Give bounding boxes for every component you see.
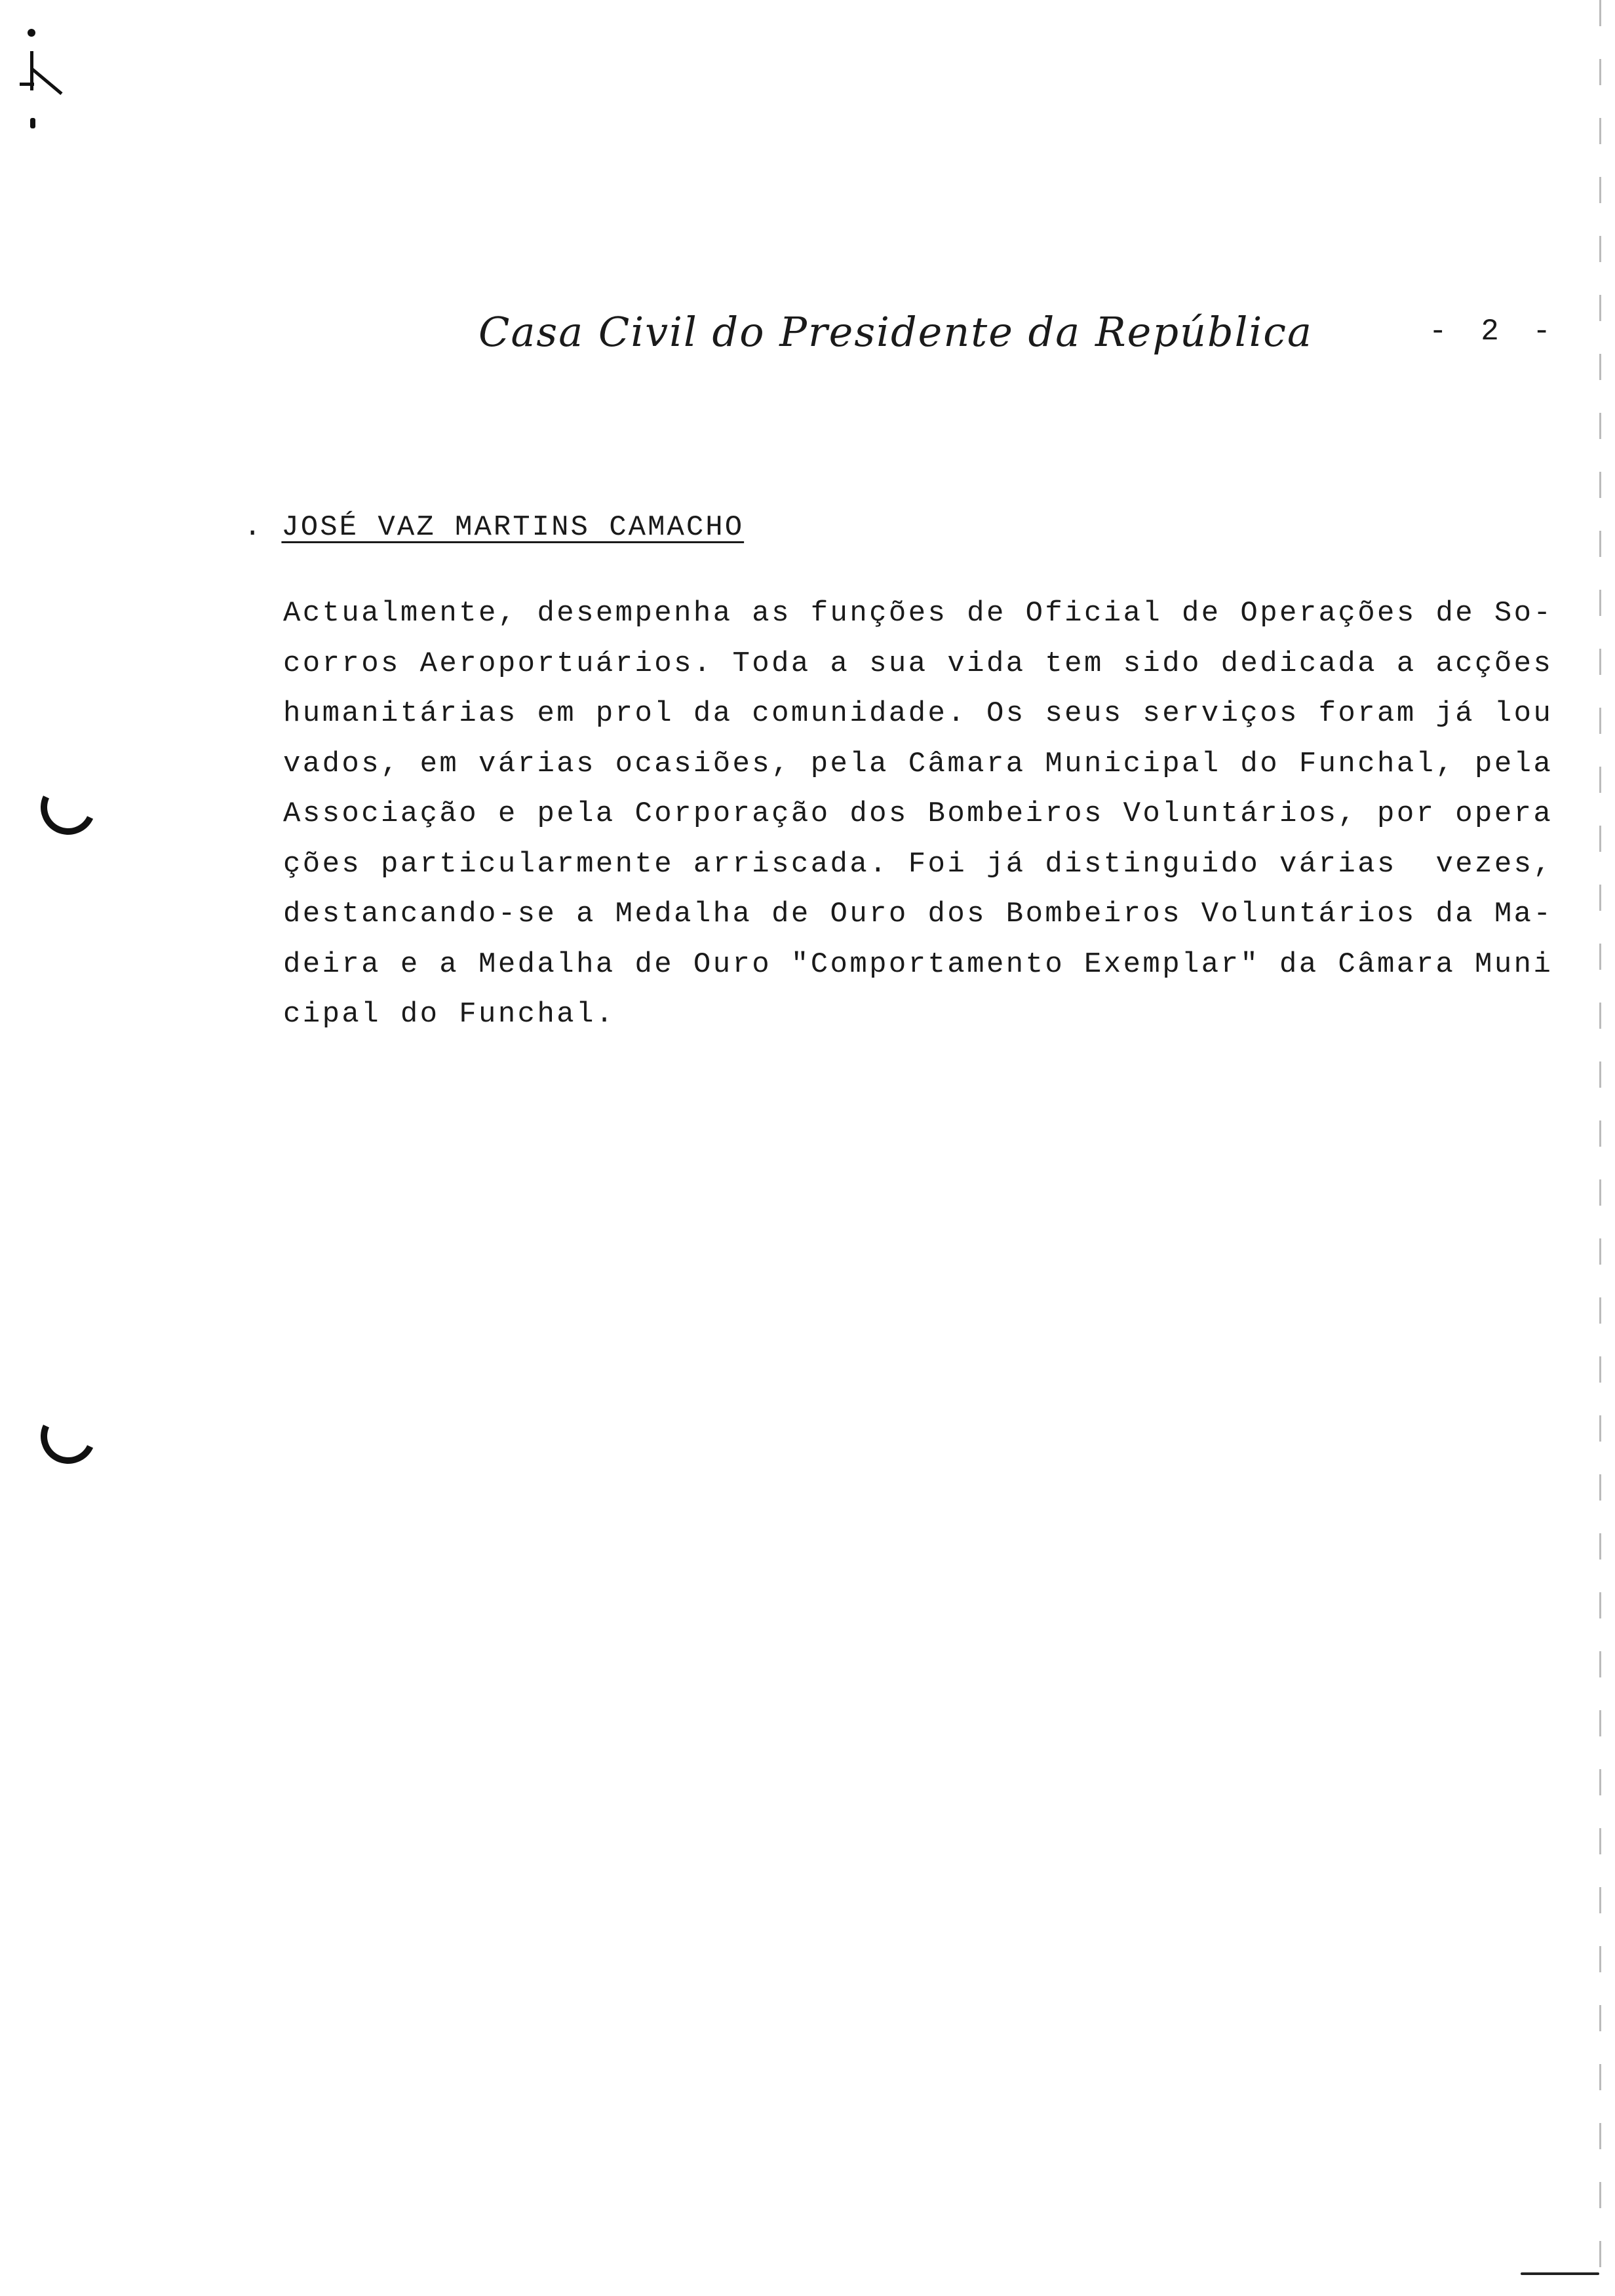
paragraph-line: destancando-se a Medalha de Ouro dos Bombeiros Voluntários da Ma- xyxy=(283,898,1553,930)
body-paragraph xyxy=(283,588,1553,1040)
scan-edge-line xyxy=(1599,0,1601,2296)
letterhead: Casa Civil do Presidente da República xyxy=(478,308,1313,356)
paragraph-line: Actualmente, desempenha as funções de Oficial de Operações de So- xyxy=(283,597,1553,630)
paragraph-line: cipal do Funchal. xyxy=(283,998,615,1031)
paragraph-line: vados, em várias ocasiões, pela Câmara Municipal do Funchal, pela xyxy=(283,747,1553,780)
heading-bullet: . xyxy=(244,511,263,544)
punch-hole-upper xyxy=(33,772,104,843)
paragraph-line: corros Aeroportuários. Toda a sua vida tem sido dedicada a acções xyxy=(283,647,1553,680)
scan-bottom-stroke xyxy=(1521,2272,1599,2275)
paragraph-line: deira e a Medalha de Ouro "Comportamento Exemplar" da Câmara Muni xyxy=(283,947,1553,981)
punch-hole-lower xyxy=(33,1401,104,1472)
paragraph-line: humanitárias em prol da comunidade. Os seus serviços foram já lou xyxy=(283,697,1553,730)
entry-heading xyxy=(244,511,744,544)
page-number: - 2 - xyxy=(1429,315,1559,349)
paragraph-line: ções particularmente arriscada. Foi já distinguido várias vezes, xyxy=(283,847,1553,881)
person-name: JOSÉ VAZ MARTINS CAMACHO xyxy=(281,511,745,544)
paragraph-line: Associação e pela Corporação dos Bombeiros Voluntários, por opera xyxy=(283,797,1553,830)
